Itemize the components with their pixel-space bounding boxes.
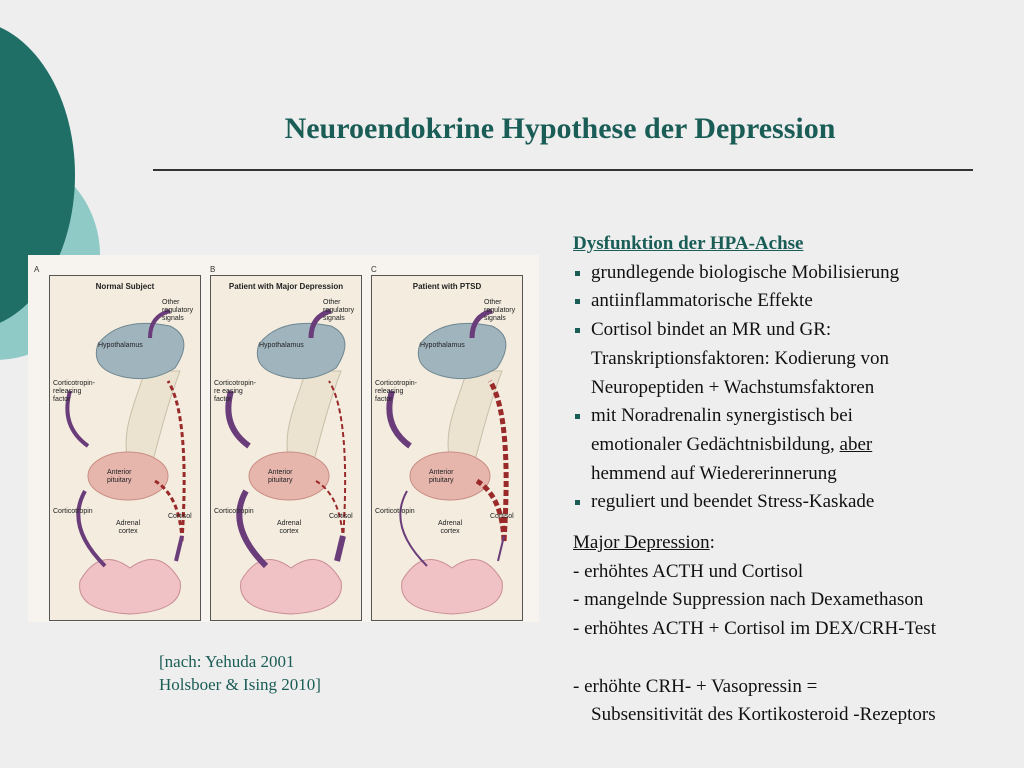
panel-major-depression bbox=[210, 275, 362, 621]
label-other-signals: Other regulatory signals bbox=[484, 299, 516, 322]
panel-normal-diagram bbox=[50, 276, 202, 622]
panel-normal bbox=[49, 275, 201, 621]
bullet-icon bbox=[575, 299, 580, 304]
label-pituitary: Anterior pituitary bbox=[107, 469, 132, 484]
slide-title: Neuroendokrine Hypothese der Depression bbox=[284, 112, 836, 145]
label-adrenal: Adrenal cortex bbox=[438, 520, 463, 535]
label-pituitary: Anterior pituitary bbox=[268, 469, 293, 484]
label-corticotropin: Corticotropin bbox=[375, 508, 415, 515]
hpa-axis-figure bbox=[28, 255, 539, 622]
panel-heading: Patient with PTSD bbox=[412, 282, 482, 291]
hypothalamus-shape bbox=[418, 323, 506, 378]
panel-letter-c: C bbox=[371, 265, 377, 274]
major-depression-block: Major Depression: - erhöhtes ACTH und Cortisol - mangelnde Suppression nach Dexamethason - erhöhtes ACTH + Cortisol im DEX/CRH-Test - erhöhte CRH- + Vasopressin = Subsensitivität des Kortikosteroid -Rezeptors bbox=[573, 529, 1013, 730]
panel-ptsd-diagram bbox=[372, 276, 524, 622]
title-underline bbox=[153, 169, 973, 171]
label-corticotropin: Corticotropin bbox=[53, 508, 93, 515]
md-heading: Major Depression bbox=[573, 532, 710, 554]
hypothalamus-shape bbox=[96, 323, 184, 378]
label-crf: Corticotropin- re easing factor bbox=[214, 380, 257, 403]
label-hypothalamus: Hypothalamus bbox=[98, 342, 143, 349]
hpa-heading: Dysfunktion der HPA-Achse bbox=[573, 233, 804, 254]
label-hypothalamus: Hypothalamus bbox=[259, 342, 304, 349]
panel-ptsd bbox=[371, 275, 523, 621]
md-line: Subsensitivität des Kortikosteroid -Rezeptors bbox=[591, 704, 936, 726]
label-hypothalamus: Hypothalamus bbox=[420, 342, 465, 349]
md-line: - mangelnde Suppression nach Dexamethason bbox=[573, 589, 924, 611]
list-item: reguliert und beendet Stress-Kaskade bbox=[573, 488, 1013, 517]
label-other-signals: Other regulatory signals bbox=[323, 299, 355, 322]
label-adrenal: Adrenal cortex bbox=[277, 520, 302, 535]
label-adrenal: Adrenal cortex bbox=[116, 520, 141, 535]
bullet-icon bbox=[575, 500, 580, 505]
hpa-bullets bbox=[573, 259, 1013, 517]
label-cortisol: Cortisol bbox=[168, 513, 192, 520]
bullet-icon bbox=[575, 414, 580, 419]
label-pituitary: Anterior pituitary bbox=[429, 469, 454, 484]
panel-letter-a: A bbox=[34, 265, 40, 274]
md-line: - erhöhte CRH- + Vasopressin = bbox=[573, 675, 818, 697]
label-cortisol: Cortisol bbox=[490, 513, 514, 520]
label-crf: Corticotropin- releasing factor bbox=[375, 380, 418, 403]
adrenal-shape bbox=[402, 560, 503, 614]
label-other-signals: Other regulatory signals bbox=[162, 299, 194, 322]
list-item: antiinflammatorische Effekte bbox=[573, 287, 1013, 316]
adrenal-shape bbox=[80, 560, 181, 614]
panel-heading: Normal Subject bbox=[95, 282, 155, 291]
list-item: mit Noradrenalin synergistisch bei emotionaler Gedächtnisbildung, aber hemmend auf Wiedererinnerung bbox=[573, 402, 1013, 488]
text-column bbox=[573, 230, 1013, 730]
label-corticotropin: Corticotropin bbox=[214, 508, 254, 515]
reference-citation: [nach: Yehuda 2001 Holsboer & Ising 2010] bbox=[159, 652, 321, 694]
label-crf: Corticotropin- releasing factor bbox=[53, 380, 96, 403]
list-item: Cortisol bindet an MR und GR: Transkriptionsfaktoren: Kodierung von Neuropeptiden + Wachstumsfaktoren bbox=[573, 316, 1013, 402]
panel-heading: Patient with Major Depression bbox=[228, 282, 344, 291]
panel-md-diagram bbox=[211, 276, 363, 622]
md-line: - erhöhtes ACTH und Cortisol bbox=[573, 560, 804, 582]
md-line: - erhöhtes ACTH + Cortisol im DEX/CRH-Test bbox=[573, 618, 936, 640]
bullet-icon bbox=[575, 271, 580, 276]
hypothalamus-shape bbox=[257, 323, 345, 378]
underlined-word: aber bbox=[839, 433, 873, 455]
panel-letter-b: B bbox=[210, 265, 216, 274]
label-cortisol: Cortisol bbox=[329, 513, 353, 520]
adrenal-shape bbox=[241, 560, 342, 614]
list-item: grundlegende biologische Mobilisierung bbox=[573, 259, 1013, 288]
bullet-icon bbox=[575, 328, 580, 333]
